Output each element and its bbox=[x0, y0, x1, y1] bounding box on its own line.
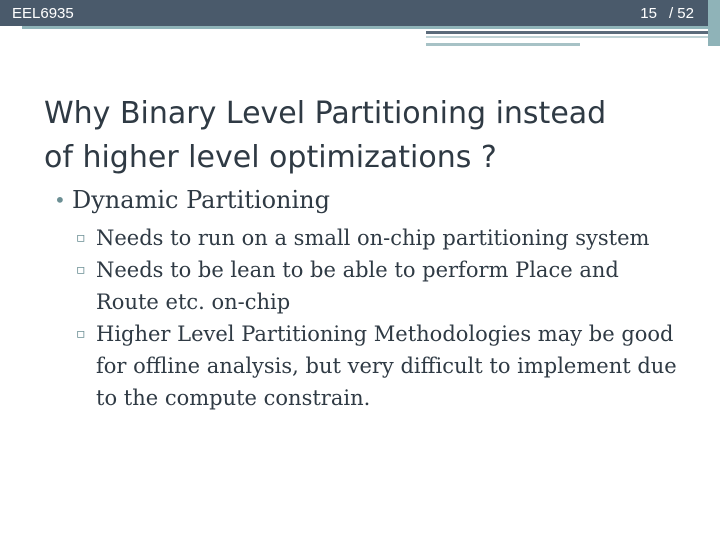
page-indicator bbox=[640, 5, 694, 22]
corner-accent bbox=[708, 0, 720, 46]
header-bar bbox=[0, 0, 708, 26]
square-bullet-icon: ▫ bbox=[76, 230, 86, 246]
bullet-text: Dynamic Partitioning bbox=[72, 186, 330, 214]
slide-title bbox=[44, 92, 674, 180]
sub-bullet-item bbox=[50, 254, 680, 318]
square-bullet-icon: ▫ bbox=[76, 262, 86, 278]
sub-bullet-text: Higher Level Partitioning Methodologies may be good for offline analysis, but very difficult to implement due to the compute constrain. bbox=[96, 322, 677, 410]
title-line-2: of higher level optimizations ? bbox=[44, 140, 497, 175]
sub-bullet-item bbox=[50, 318, 680, 414]
accent-line-short bbox=[426, 43, 580, 46]
square-bullet-icon: ▫ bbox=[76, 326, 86, 342]
sub-bullet-text: Needs to be lean to be able to perform Place and Route etc. on-chip bbox=[96, 258, 619, 314]
header-underline bbox=[22, 26, 708, 29]
title-line-1: Why Binary Level Partitioning instead bbox=[44, 96, 607, 131]
sub-bullet-item bbox=[50, 222, 680, 254]
page-total: / 52 bbox=[668, 5, 694, 22]
accent-line-dark bbox=[426, 31, 708, 34]
accent-line-light bbox=[426, 36, 708, 38]
bullet-dot-icon: • bbox=[54, 188, 66, 212]
sub-bullet-text: Needs to run on a small on-chip partitioning system bbox=[96, 226, 650, 250]
slide-body bbox=[50, 184, 680, 414]
course-code: EEL6935 bbox=[12, 5, 74, 22]
page-current: 15 bbox=[640, 5, 657, 22]
bullet-item bbox=[50, 184, 680, 216]
